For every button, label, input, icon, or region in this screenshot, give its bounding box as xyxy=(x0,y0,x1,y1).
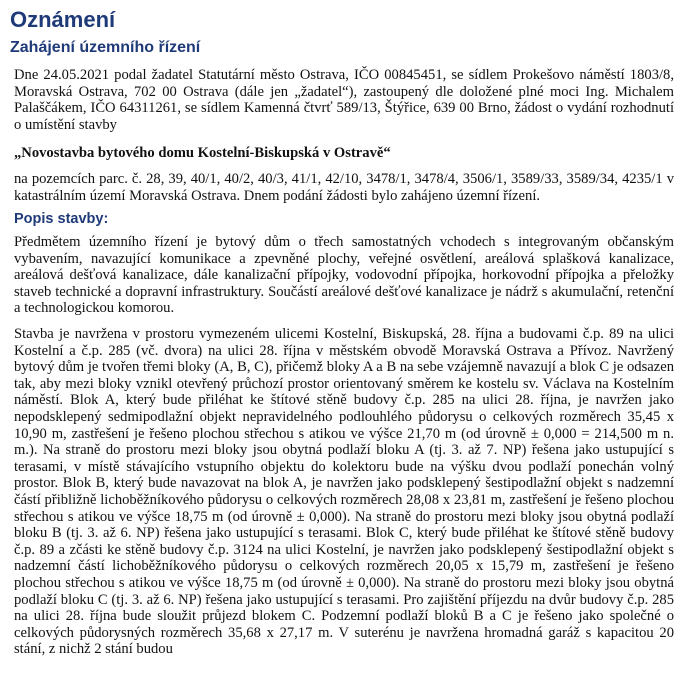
description-paragraph-1: Předmětem územního řízení je bytový dům o třech samostatných vchodech s integrovaným občanským vybavením, navazující komunikace a zpevněné plochy, veřejné osvětlení, areálová splašková kanalizace, areálová dešťová kanalizace, dále kanalizační přípojky, vodovodní přípojka, horkovodní přípojka a přeložky staveb technické a dopravní infrastruktury. Součástí areálové dešťové kanalizace je nádrž s akumulační, retenční a technologickou komorou. xyxy=(14,234,674,317)
document-subtitle: Zahájení územního řízení xyxy=(10,39,201,56)
document-title: Oznámení xyxy=(10,7,116,32)
parcels-paragraph: na pozemcích parc. č. 28, 39, 40/1, 40/2, 40/3, 41/1, 42/10, 3478/1, 3478/4, 3506/1, 3589/33, 3589/34, 4235/1 v katastrálním území Moravská Ostrava. Dnem podání žádosti bylo zahájeno územní řízení. xyxy=(14,171,674,204)
intro-paragraph: Dne 24.05.2021 podal žadatel Statutární město Ostrava, IČO 00845451, se sídlem Prokešovo náměstí 1803/8, Moravská Ostrava, 702 00 Ostrava (dále jen „žadatel“), zastoupený dle doložené plné moci Ing. Michalem Palaščákem, IČO 64311261, se sídlem Kamenná čtvrť 589/13, Štýřice, 639 00 Brno, žádost o vydání rozhodnutí o umístění stavby xyxy=(14,67,674,133)
description-paragraph-2: Stavba je navržena v prostoru vymezeném ulicemi Kostelní, Biskupská, 28. října a budovami č.p. 89 na ulici Kostelní a č.p. 285 (vč. dvora) na ulici 28. října v městském obvodě Moravská Ostrava a Přívoz. Navržený bytový dům je tvořen třemi bloky (A, B, C), přičemž bloky A a B na sebe vzájemně navazují a blok C je odsazen tak, aby mezi bloky vznikl otevřený průchozí prostor orientovaný směrem ke kostelu sv. Václava na Kostelním náměstí. Blok A, který bude přiléhat ke štítové stěně budovy č.p. 285 na ulici 28. října, je navržen jako nepodsklepený sedmipodlažní objekt nepravidelného podlouhlého půdorysu o celkových rozměrech 35,45 x 10,90 m, zastřešení je řešeno plochou střechou s atikou ve výšce 21,70 m (od úrovně ± 0,000 = 214,500 m n. m.). Na straně do prostoru mezi bloky jsou obytná podlaží bloku A (tj. 3. až 7. NP) řešena jako ustupující s terasami, v místě stávajícího vstupního objektu do kolektoru bude na výšku dvou podlaží ponechán volný prostor. Blok B, který bude navazovat na blok A, je navržen jako podsklepený šestipodlažní objekt s nadzemní částí přibližně lichoběžníkového půdorysu o celkových rozměrech 28,08 x 23,81 m, zastřešení je řešeno plochou střechou s atikou ve výšce 18,75 m (od úrovně ± 0,000). Na straně do prostoru mezi bloky jsou obytná podlaží bloku B (tj. 3. až 6. NP) řešena jako ustupující s terasami. Blok C, který bude přiléhat ke štítové stěně budovy č.p. 89 a zčásti ke stěně budovy č.p. 3124 na ulici Kostelní, je navržen jako podsklepený šestipodlažní objekt s nadzemní částí lichoběžníkového půdorysu o celkových rozměrech 20,05 x 15,79 m, zastřešení je řešeno plochou střechou s atikou ve výšce 18,75 m (od úrovně ± 0,000). Na straně do prostoru mezi bloky jsou obytná podlaží bloku C (tj. 3. až 6. NP) řešena jako ustupující s terasami. Pro zajištění příjezdu na dvůr budovy č.p. 285 na ulici 28. října bude sloužit průjezd blokem C. Podzemní podlaží bloků B a C je řešeno jako společné o celkových půdorysných rozměrech 35,68 x 27,17 m. V suterénu je navržena hromadná garáž s kapacitou 20 stání, z nichž 2 stání budou xyxy=(14,326,674,658)
section-heading: Popis stavby: xyxy=(14,211,109,227)
project-name: „Novostavba bytového domu Kostelní-Biskupská v Ostravě“ xyxy=(14,145,391,161)
